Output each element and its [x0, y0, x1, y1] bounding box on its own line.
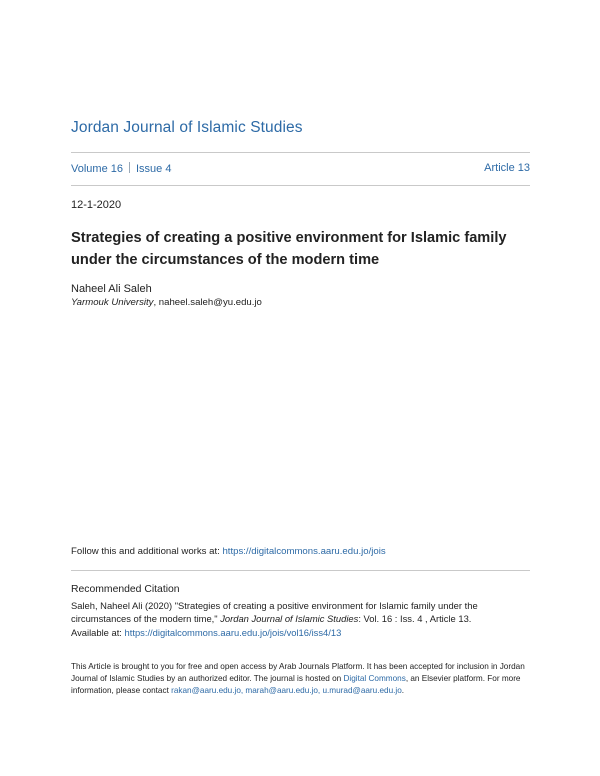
- affiliation-university: Yarmouk University: [71, 297, 154, 308]
- citation-url-link[interactable]: https://digitalcommons.aaru.edu.jo/jois/vol16/iss4/13: [124, 626, 342, 638]
- citation-journal: Jordan Journal of Islamic Studies: [220, 613, 359, 625]
- article-title-line-2: under the circumstances of the modern time: [71, 252, 380, 268]
- issue-bar-left: [71, 162, 171, 175]
- publication-date: 12-1-2020: [71, 199, 122, 211]
- author-affiliation: [71, 297, 262, 308]
- article-title-line-1: Strategies of creating a positive environment for Islamic family: [71, 230, 507, 246]
- recommended-citation-heading: Recommended Citation: [71, 584, 180, 595]
- notice-end: .: [401, 685, 405, 695]
- follow-url-link[interactable]: https://digitalcommons.aaru.edu.jo/jois: [222, 546, 386, 557]
- article-title: [71, 227, 541, 271]
- volume-link[interactable]: Volume 16: [71, 163, 123, 175]
- digital-commons-link[interactable]: Digital Commons: [343, 673, 406, 683]
- divider-issue: [71, 185, 530, 186]
- article-number-link[interactable]: Article 13: [484, 162, 530, 174]
- citation-part-1: Saleh, Naheel Ali (2020) "Strategies of creating a positive environment for Islamic family under the circumstances of the modern time,": [71, 600, 478, 625]
- issue-link[interactable]: Issue 4: [135, 163, 172, 175]
- author-email: , naheel.saleh@yu.edu.jo: [153, 297, 262, 308]
- follow-line: [71, 546, 386, 557]
- divider-top: [71, 152, 530, 153]
- access-notice: [71, 661, 531, 696]
- issue-separator: [129, 162, 130, 173]
- follow-text: Follow this and additional works at:: [71, 546, 223, 557]
- notice-part-1: This Article is brought to you for free and open access by Arab Journals Platform. It has been accepted for inclusion in Jordan Journal of Islamic Studies by an authorized editor. The journal is hosted on: [71, 662, 525, 683]
- author-name: Naheel Ali Saleh: [71, 283, 152, 295]
- contact-emails-link[interactable]: rakan@aaru.edu.jo, marah@aaru.edu.jo, u.murad@aaru.edu.jo: [171, 685, 402, 695]
- citation-available-label: Available at:: [71, 626, 125, 638]
- citation-part-2: : Vol. 16 : Iss. 4 , Article 13.: [358, 613, 472, 625]
- divider-citation: [71, 570, 530, 571]
- notice-part-2: , an Elsevier platform. For more information, please contact: [71, 673, 521, 695]
- journal-title-link[interactable]: Jordan Journal of Islamic Studies: [71, 119, 303, 136]
- citation-text: [71, 599, 531, 639]
